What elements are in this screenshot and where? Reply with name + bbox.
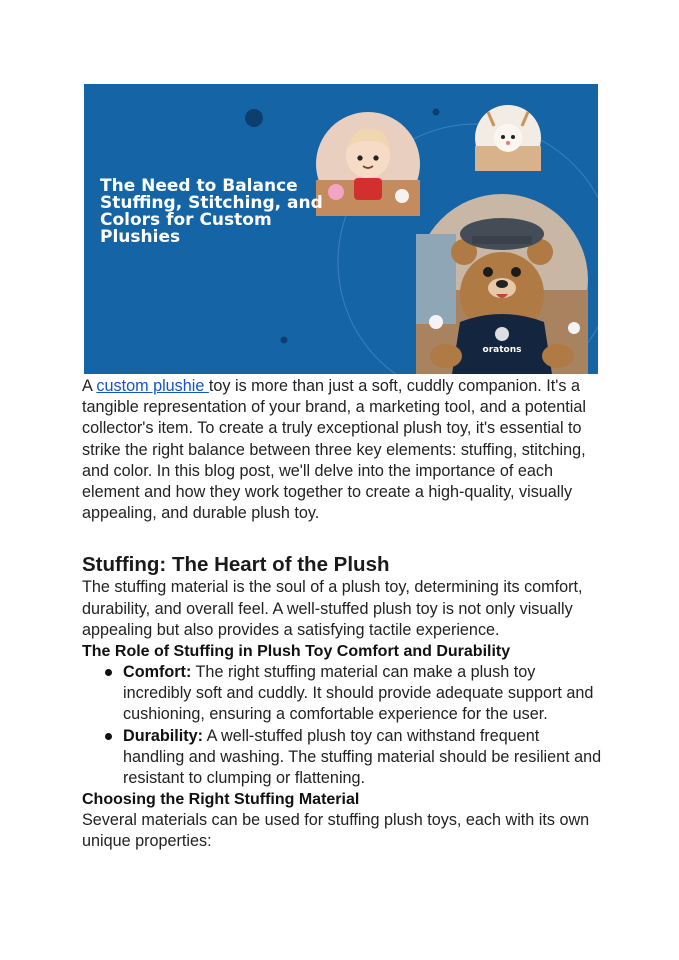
bullet-icon <box>105 733 112 740</box>
bullet-term: Comfort: <box>123 663 192 682</box>
article-body <box>82 376 602 853</box>
decorative-dot <box>245 109 263 127</box>
section-paragraph: The stuffing material is the soul of a plush toy, determining its comfort, durability, and overall feel. A well-stuffed plush toy is not only visually appealing but also provides a satisfying tactile experience. <box>82 578 583 639</box>
decorative-dot <box>281 337 288 344</box>
hero-banner <box>84 84 598 374</box>
subsection-heading-role: The Role of Stuffing in Plush Toy Comfort and Durability <box>82 643 511 661</box>
decorative-dot <box>433 109 440 116</box>
intro-text: toy is more than just a soft, cuddly companion. It's a tangible representation of your brand, a marketing tool, and a potential collector's item. To create a truly exceptional plush toy, it's essential to strike the right balance between three key elements: stuffing, stitching, and color. In this blog post, we'll delve into the importance of each element and how they work together to create a high-quality, visually appealing, and durable plush toy. <box>82 377 586 523</box>
banner-title: The Need to Balance Stuffing, Stitching, and Colors for Custom Plushies <box>100 176 323 247</box>
list-item <box>123 662 602 726</box>
stuffing-benefits-list <box>82 662 602 789</box>
section-heading: Stuffing: The Heart of the Plush <box>82 553 390 577</box>
bullet-text: The right stuffing material can make a plush toy incredibly soft and cuddly. It should provide adequate support and cushioning, ensuring a comfortable experience for the user. <box>123 663 594 724</box>
plush-bear-image <box>416 194 588 374</box>
custom-plushie-link[interactable]: custom plushie <box>96 377 209 395</box>
bullet-icon <box>105 669 112 676</box>
list-item <box>123 726 602 790</box>
choosing-paragraph: Several materials can be used for stuffing plush toys, each with its own unique properties: <box>82 811 590 851</box>
bear-shirt-text: oratons <box>482 345 522 355</box>
intro-paragraph <box>82 376 602 524</box>
bullet-text: A well-stuffed plush toy can withstand frequent handling and washing. The stuffing material should be resilient and resistant to clumping or flattening. <box>123 726 602 788</box>
intro-prefix: A <box>82 377 97 395</box>
subsection-heading-choosing: Choosing the Right Stuffing Material <box>82 791 360 809</box>
bullet-term: Durability: <box>123 726 204 745</box>
plush-deer-image <box>475 105 541 171</box>
